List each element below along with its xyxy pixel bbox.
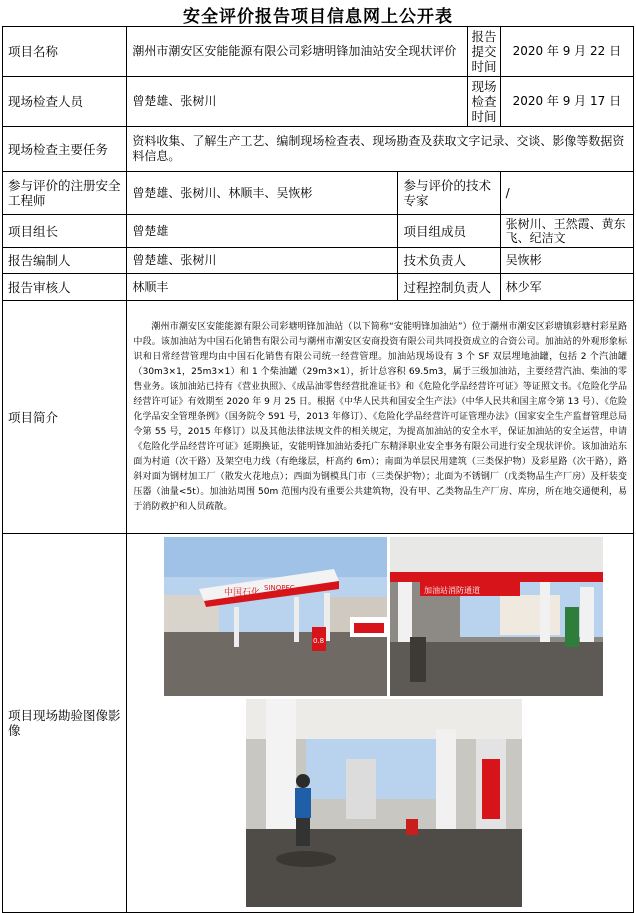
project-name-label: 项目名称 [3, 27, 127, 77]
project-name: 潮州市潮安区安能能源有限公司彩塘明锋加油站安全现状评价 [127, 27, 468, 77]
inspectors-label: 现场检查人员 [3, 77, 127, 127]
members-label: 项目组成员 [398, 215, 500, 248]
experts-label: 参与评价的技术专家 [398, 172, 500, 215]
banner-text: 加油站消防通道 [424, 586, 481, 595]
tech-lead-label: 技术负责人 [398, 248, 500, 274]
page-title: 安全评价报告项目信息网上公开表 [183, 7, 453, 27]
compiler-label: 报告编制人 [3, 248, 127, 274]
reviewer-label: 报告审核人 [3, 274, 127, 301]
compiler: 曾楚雄、张树川 [127, 248, 398, 274]
experts: / [500, 172, 633, 215]
intro-label: 项目简介 [3, 301, 127, 534]
inspect-time-label: 现场检查时间 [468, 77, 500, 127]
tech-lead: 吴恢彬 [500, 248, 633, 274]
photos-label: 项目现场勘验图像影像 [3, 534, 127, 913]
site-photo-3 [246, 699, 522, 907]
site-photo-2 [390, 537, 603, 696]
inspect-time: 2020 年 9 月 17 日 [500, 77, 633, 127]
process-lead: 林少军 [500, 274, 633, 301]
inspectors: 曾楚雄、张树川 [127, 77, 468, 127]
members: 张树川、王然霞、黄东飞、纪洁文 [500, 215, 633, 248]
canopy-brand-en: SINOPEC [264, 584, 296, 592]
photos-cell [127, 534, 634, 913]
main-task: 资料收集、了解生产工艺、编制现场检查表、现场勘查及获取文字记录、交谈、影像等数据资料信息。 [127, 127, 634, 172]
reviewer: 林顺丰 [127, 274, 398, 301]
price-sign: 0.8 [313, 637, 325, 645]
engineers-label: 参与评价的注册安全工程师 [3, 172, 127, 215]
canopy-brand: 中国石化 [224, 588, 261, 598]
engineers: 曾楚雄、张树川、林顺丰、吴恢彬 [127, 172, 398, 215]
site-photo-1 [164, 537, 387, 696]
submit-time-label: 报告提交时间 [468, 27, 500, 77]
intro-text: 潮州市潮安区安能能源有限公司彩塘明锋加油站（以下简称“安能明锋加油站”）位于潮州市潮安区彩塘镇彩塘村彩星路中段。该加油站为中国石化销售有限公司与潮州市潮安区安商投资有限公司共同投资成立的合资公司。加油站的外观形象标识和日常经营管理均由中国石化销售有限公司统一经营管理。加油站现场设有 3 个 SF 双层埋地油罐，包括 2 个汽油罐（30m3×1，25m3×1）和 1 个柴油罐（29m3×1），折计总容积 69.5m3，属于三级加油站，主要经营汽油、柴油的零售业务。该加油站已持有《营业执照》、《成品油零售经营批准证书》和《危险化学品经营许可证》等证照文书。《危险化学品经营许可证》有效期至 2020 年 9 月 25 日。根据《中华人民共和国安全生产法》（中华人民共和国主席令第 13 号）、《危险化学品安全管理条例》（国务院令 591 号，2013 年修订）、《危险化学品经营许可证管理办法》（国家安全生产监督管理总局令第 55 号，2015 年修订）以及其他法律法规文件的相关规定，为提高加油站的安全水平，保证加油站的安全运营，申请《危险化学品经营许可证》延期换证，安能明锋加油站委托广东精泽职业安全事务有限公司进行安全现状评价。该加油站东面为村道（次干路）及架空电力线（有绝缘层，杆高约 6m）；南面为单层民用建筑（三类保护物）及彩星路（次干路），路斜对面为钢材加工厂（散发火花地点）；西面为钢模具门市（三类保护物）；北面为不锈钢厂（戊类物品生产厂房）及杆装变压器（油量<5t）。加油站周围 50m 范围内没有重要公共建筑物，没有甲、乙类物品生产厂房、库房，所在地交通便利，易于消防救护和人员疏散。 [127, 301, 634, 534]
leader-label: 项目组长 [3, 215, 127, 248]
info-table [2, 26, 634, 913]
process-lead-label: 过程控制负责人 [398, 274, 500, 301]
main-task-label: 现场检查主要任务 [3, 127, 127, 172]
leader: 曾楚雄 [127, 215, 398, 248]
submit-time: 2020 年 9 月 22 日 [500, 27, 633, 77]
